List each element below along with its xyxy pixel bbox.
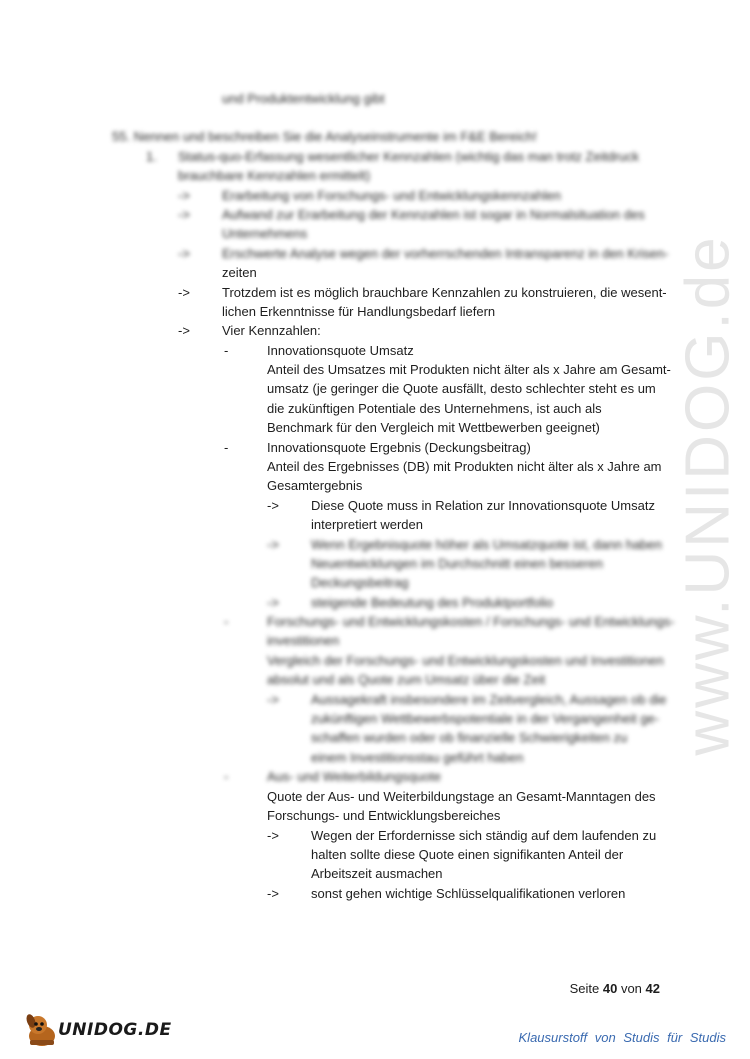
- text-line: Aufwand zur Erarbeitung der Kennzahlen ist sogar in Normalsituation des: [222, 207, 645, 222]
- footer-tagline: Klausurstoff von Studis für Studis: [518, 1030, 726, 1045]
- text-line: sonst gehen wichtige Schlüsselqualifikationen verloren: [311, 886, 626, 901]
- text-line: Vier Kennzahlen:: [222, 323, 321, 338]
- kpi-title: Innovationsquote Umsatz: [267, 343, 414, 358]
- text-line: investitionen: [267, 633, 340, 648]
- text-line: Erschwerte Analyse wegen der vorherrschenden Intransparenz in den Krisen-: [222, 246, 669, 261]
- arrow-marker: ->: [178, 285, 190, 300]
- page-number-sep: von: [620, 981, 642, 996]
- arrow-marker: ->: [178, 207, 190, 222]
- text-line: Forschungs- und Entwicklungsbereiches: [267, 808, 501, 823]
- arrow-marker: ->: [267, 595, 279, 610]
- arrow-marker: ->: [178, 323, 190, 338]
- arrow-marker: ->: [178, 246, 190, 261]
- dash-marker: -: [224, 440, 229, 455]
- kpi-title: Innovationsquote Ergebnis (Deckungsbeitrag): [267, 440, 531, 455]
- kpi-title: Aus- und Weiterbildungsquote: [267, 769, 441, 784]
- text-line: Unternehmens: [222, 226, 308, 241]
- text-line: Vergleich der Forschungs- und Entwicklungskosten und Investitionen: [267, 653, 664, 668]
- dog-icon: [22, 1012, 62, 1048]
- text-line: Deckungsbeitrag: [311, 575, 409, 590]
- text-line: zeiten: [222, 265, 257, 280]
- text-line: Anteil des Umsatzes mit Produkten nicht älter als x Jahre am Gesamt-: [267, 362, 671, 377]
- text-line: die zukünftigen Potentiale des Unternehmens, ist auch als: [267, 401, 602, 416]
- text-line: Status-quo-Erfassung wesentlicher Kennzahlen (wichtig das man trotz Zeitdruck: [178, 149, 639, 164]
- page-number: [570, 981, 660, 996]
- text-line: Aussagekraft insbesondere im Zeitvergleich, Aussagen ob die: [311, 692, 667, 707]
- text-line: Quote der Aus- und Weiterbildungstage an Gesamt-Manntagen des: [267, 789, 656, 804]
- kpi-title: Forschungs- und Entwicklungskosten / Forschungs- und Entwicklungs-: [267, 614, 675, 629]
- text-line: Gesamtergebnis: [267, 478, 363, 493]
- unidog-logo: [22, 1012, 172, 1048]
- text-line: Diese Quote muss in Relation zur Innovationsquote Umsatz: [311, 498, 655, 513]
- page-number-current: 40: [602, 981, 618, 996]
- text-line: umsatz (je geringer die Quote ausfällt, desto schlechter steht es um: [267, 381, 656, 396]
- text-line: halten sollte diese Quote einen signifikanten Anteil der: [311, 847, 624, 862]
- text-line: Wenn Ergebnisquote höher als Umsatzquote ist, dann haben: [311, 537, 662, 552]
- arrow-marker: ->: [178, 188, 190, 203]
- text-line: zukünftigen Wettbewerbspotentiale in der Vergangenheit ge-: [311, 711, 660, 726]
- text-line: Anteil des Ergebnisses (DB) mit Produkten nicht älter als x Jahre am: [267, 459, 662, 474]
- list-number: 1.: [146, 149, 157, 164]
- logo-text: UNIDOG.DE: [58, 1020, 172, 1040]
- text-line: lichen Erkenntnisse für Handlungsbedarf liefern: [222, 304, 496, 319]
- text-line: Wegen der Erfordernisse sich ständig auf dem laufenden zu: [311, 828, 657, 843]
- arrow-marker: ->: [267, 498, 279, 513]
- dash-marker: -: [224, 343, 229, 358]
- text-line: Neuentwicklungen im Durchschnitt einen besseren: [311, 556, 603, 571]
- text-line: und Produktentwicklung gibt: [222, 91, 385, 106]
- text-line: interpretiert werden: [311, 517, 423, 532]
- text-line: Trotzdem ist es möglich brauchbare Kennzahlen zu konstruieren, die wesent-: [222, 285, 667, 300]
- text-line: Benchmark für den Vergleich mit Wettbewerben geeignet): [267, 420, 600, 435]
- text-line: brauchbare Kennzahlen ermittelt): [178, 168, 371, 183]
- text-line: Erarbeitung von Forschungs- und Entwicklungskennzahlen: [222, 188, 561, 203]
- dash-marker: -: [224, 769, 229, 784]
- text-line: steigende Bedeutung des Produktportfolio: [311, 595, 554, 610]
- dash-marker: -: [224, 614, 229, 629]
- arrow-marker: ->: [267, 692, 279, 707]
- text-line: absolut und als Quote zum Umsatz über die Zeit: [267, 672, 546, 687]
- arrow-marker: ->: [267, 886, 279, 901]
- text-line: Arbeitszeit ausmachen: [311, 866, 443, 881]
- watermark: www.UNIDOG.de: [673, 234, 743, 756]
- page-number-prefix: Seite: [569, 981, 600, 996]
- question-heading: 55. Nennen und beschreiben Sie die Analyseinstrumente im F&E Bereich!: [112, 129, 537, 144]
- arrow-marker: ->: [267, 537, 279, 552]
- arrow-marker: ->: [267, 828, 279, 843]
- page-number-total: 42: [645, 981, 660, 996]
- text-line: schaffen wurden oder ob finanzielle Schwierigkeiten zu: [311, 730, 628, 745]
- text-line: einem Investitionsstau geführt haben: [311, 750, 524, 765]
